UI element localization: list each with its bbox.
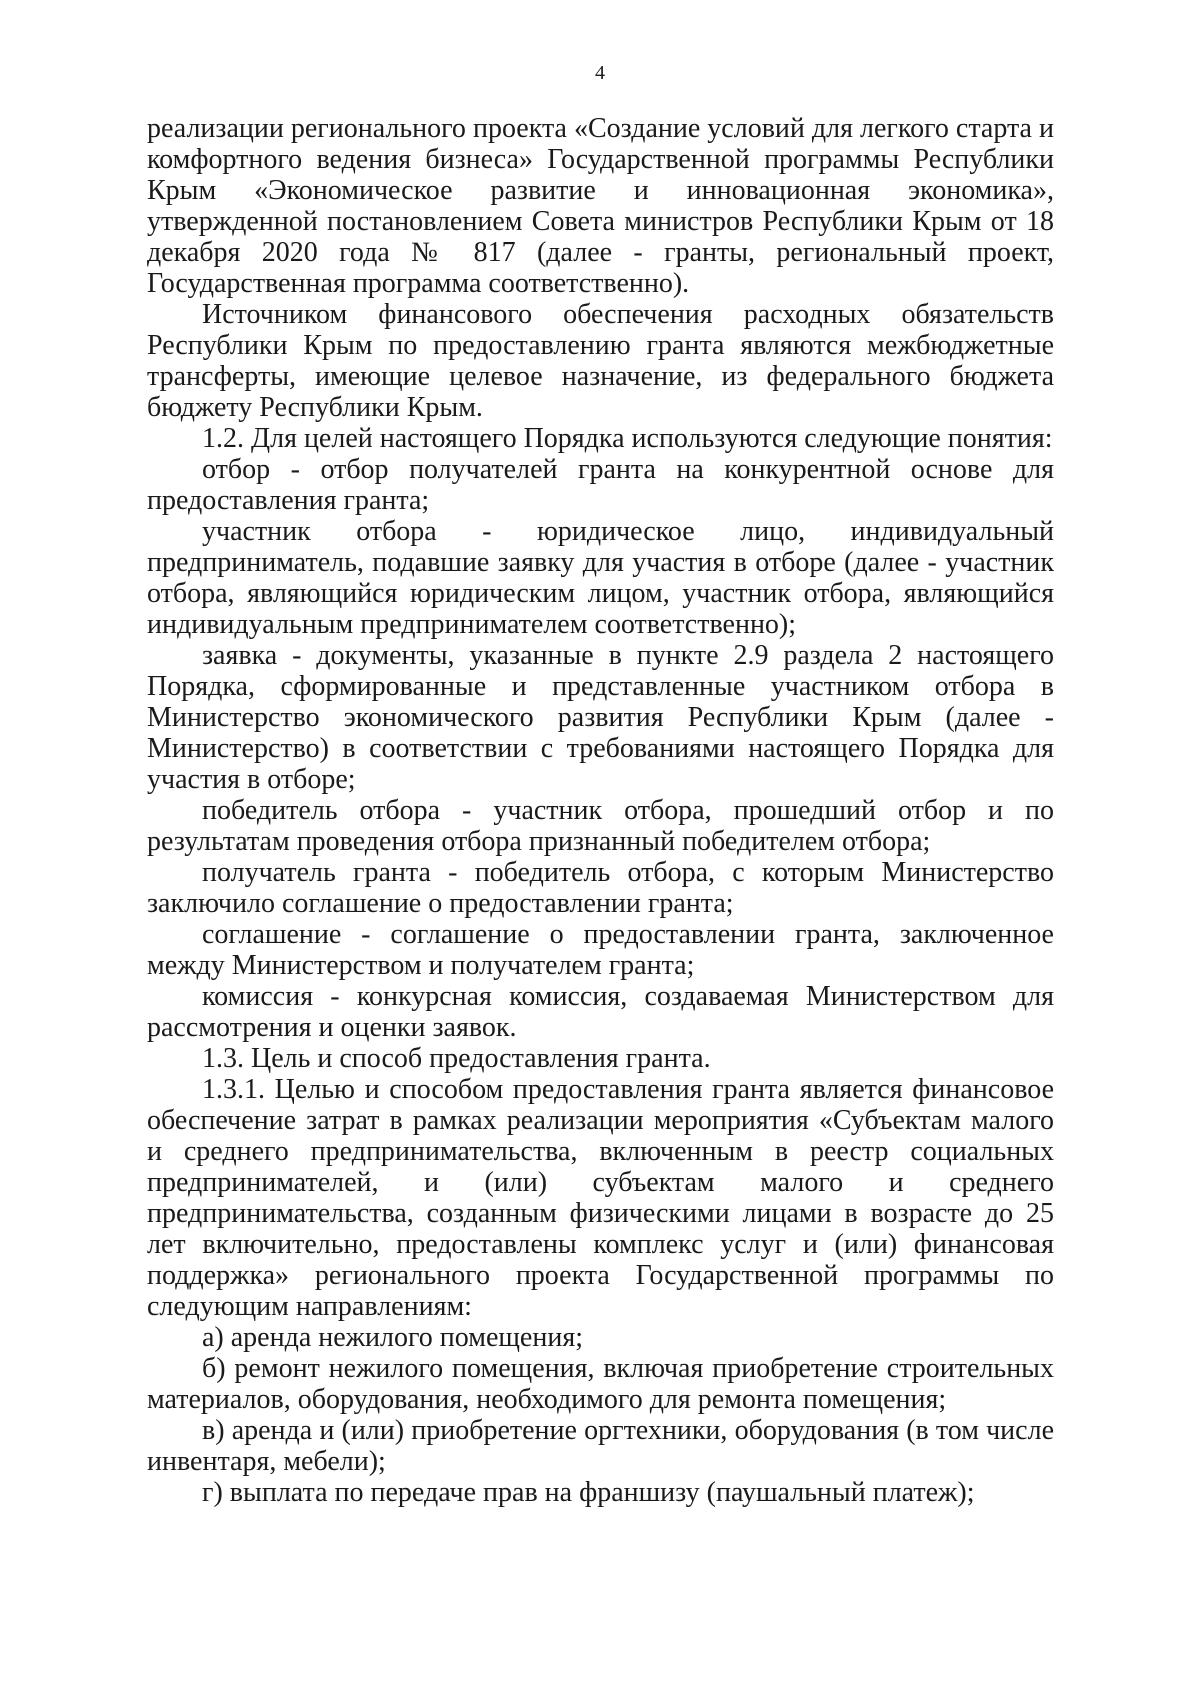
document-body (147, 113, 1054, 1508)
paragraph-11: 1.3. Цель и способ предоставления гранта. (202, 1043, 711, 1074)
paragraph-5: участник отбора - юридическое лицо, индивидуальный предприниматель, подавшие заявку для участия в отборе (далее - участник отбора, являющийся юридическим лицом, участник отбора, являющийся индивидуальным предпринимателем соответственно); (147, 516, 1054, 640)
page-number: 4 (595, 62, 605, 84)
paragraph-10: комиссия - конкурсная комиссия, создаваемая Министерством для рассмотрения и оценки заявок. (147, 981, 1054, 1043)
paragraph-16: г) выплата по передаче прав на франшизу (паушальный платеж); (202, 1477, 975, 1508)
paragraph-8: получатель гранта - победитель отбора, с которым Министерство заключило соглашение о предоставлении гранта; (147, 857, 1054, 919)
paragraph-7: победитель отбора - участник отбора, прошедший отбор и по результатам проведения отбора признанный победителем отбора; (147, 795, 1054, 857)
paragraph-12: 1.3.1. Целью и способом предоставления гранта является финансовое обеспечение затрат в рамках реализации мероприятия «Субъектам малого и среднего предпринимательства, включенным в реестр социальных предпринимателей, и (или) субъектам малого и среднего предпринимательства, созданным физическими лицами в возрасте до 25 лет включительно, предоставлены комплекс услуг и (или) финансовая поддержка» регионального проекта Государственной программы по следующим направлениям: (147, 1074, 1054, 1322)
paragraph-3: 1.2. Для целей настоящего Порядка используются следующие понятия: (202, 423, 1053, 454)
paragraph-6: заявка - документы, указанные в пункте 2.9 раздела 2 настоящего Порядка, сформированные и представленные участником отбора в Министерство экономического развития Республики Крым (далее - Министерство) в соответствии с требованиями настоящего Порядка для участия в отборе; (147, 640, 1054, 795)
paragraph-4: отбор - отбор получателей гранта на конкурентной основе для предоставления гранта; (147, 454, 1054, 516)
paragraph-1: реализации регионального проекта «Создание условий для легкого старта и комфортного ведения бизнеса» Государственной программы Республики Крым «Экономическое развитие и инновационная экономика», утвержденной постановлением Совета министров Республики Крым от 18 декабря 2020 года № 817 (далее - гранты, региональный проект, Государственная программа соответственно). (147, 113, 1054, 299)
paragraph-13: а) аренда нежилого помещения; (202, 1322, 583, 1353)
paragraph-14: б) ремонт нежилого помещения, включая приобретение строительных материалов, оборудования, необходимого для ремонта помещения; (147, 1353, 1054, 1415)
paragraph-9: соглашение - соглашение о предоставлении гранта, заключенное между Министерством и получателем гранта; (147, 919, 1054, 981)
paragraph-2: Источником финансового обеспечения расходных обязательств Республики Крым по предоставлению гранта являются межбюджетные трансферты, имеющие целевое назначение, из федерального бюджета бюджету Республики Крым. (147, 299, 1054, 423)
paragraph-15: в) аренда и (или) приобретение оргтехники, оборудования (в том числе инвентаря, мебели); (147, 1415, 1054, 1477)
